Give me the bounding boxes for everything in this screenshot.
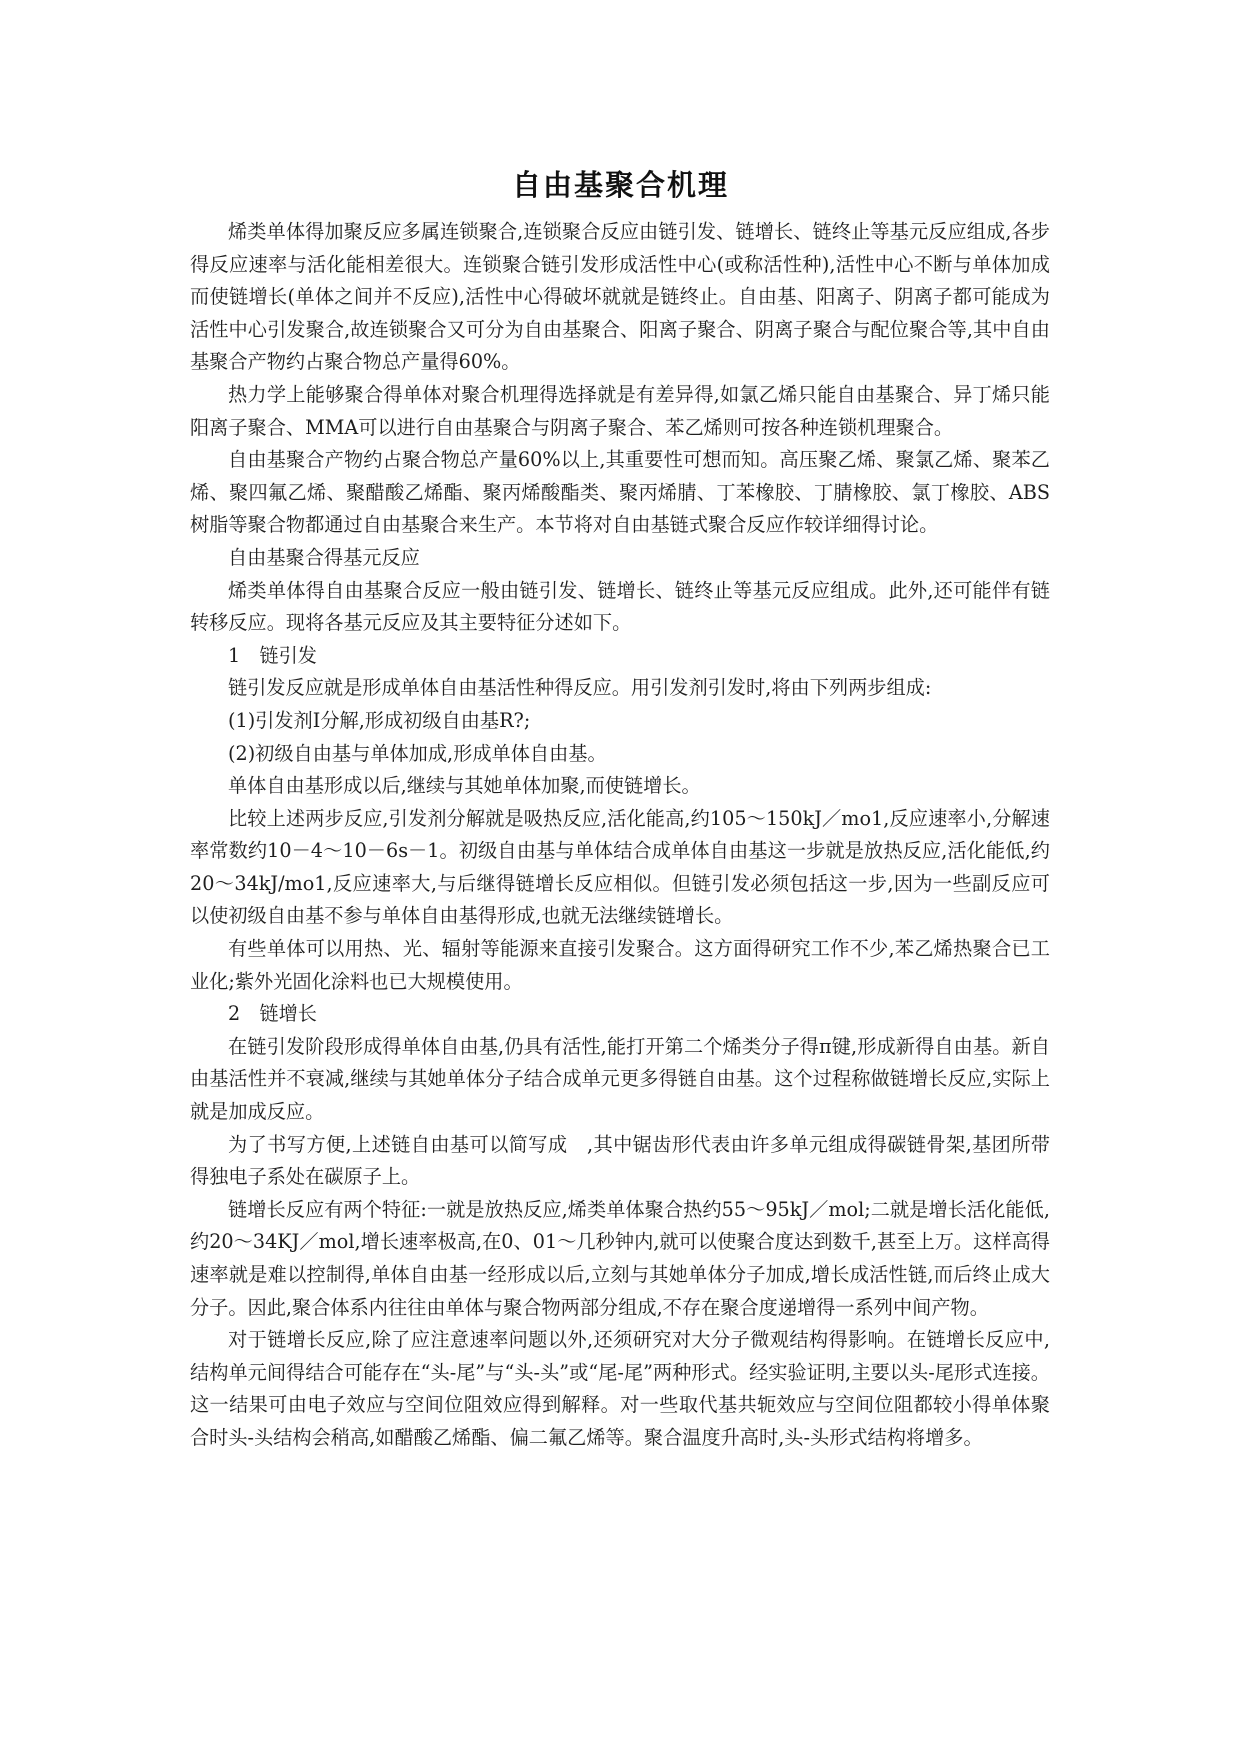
paragraph-importance: 自由基聚合产物约占聚合物总产量60%以上,其重要性可想而知。高压聚乙烯、聚氯乙烯、聚苯乙烯、聚四氟乙烯、聚醋酸乙烯酯、聚丙烯酸酯类、聚丙烯腈、丁苯橡胶、丁腈橡胶、氯丁橡胶、ABS树脂等聚合物都通过自由基聚合来生产。本节将对自由基链式聚合反应作较详细得讨论。	[190, 448, 1050, 537]
paragraph-thermodynamics: 热力学上能够聚合得单体对聚合机理得选择就是有差异得,如氯乙烯只能自由基聚合、异丁烯只能阳离子聚合、MMA可以进行自由基聚合与阴离子聚合、苯乙烯则可按各种连锁机理聚合。	[190, 382, 1050, 439]
paragraph-direct-initiation: 有些单体可以用热、光、辐射等能源来直接引发聚合。这方面得研究工作不少,苯乙烯热聚合已工业化;紫外光固化涂料也已大规模使用。	[190, 937, 1050, 993]
paragraph-elementary-reactions: 烯类单体得自由基聚合反应一般由链引发、链增长、链终止等基元反应组成。此外,还可能伴有链转移反应。现将各基元反应及其主要特征分述如下。	[190, 578, 1050, 635]
document-body	[190, 216, 1050, 1455]
paragraph-monomer-radical: 单体自由基形成以后,继续与其她单体加聚,而使链增长。	[228, 774, 701, 798]
list-item-step-1: (1)引发剂I分解,形成初级自由基R?;	[228, 708, 531, 732]
paragraph-initiation-definition: 链引发反应就是形成单体自由基活性种得反应。用引发剂引发时,将由下列两步组成:	[228, 676, 932, 700]
paragraph-initiation-comparison: 比较上述两步反应,引发剂分解就是吸热反应,活化能高,约105～150kJ／mo1,反应速率小,分解速率常数约10－4～10－6s－1。初级自由基与单体结合成单体自由基这一步就是放热反应,活化能低,约20～34kJ/mo1,反应速率大,与后继得链增长反应相似。但链引发必须包括这一步,因为一些副反应可以使初级自由基不参与单体自由基得形成,也就无法继续链增长。	[190, 806, 1050, 928]
paragraph-propagation-definition: 在链引发阶段形成得单体自由基,仍具有活性,能打开第二个烯类分子得π键,形成新得自由基。新自由基活性并不衰减,继续与其她单体分子结合成单元更多得链自由基。这个过程称做链增长反应,实际上就是加成反应。	[190, 1034, 1050, 1124]
section-heading-elementary-reactions: 自由基聚合得基元反应	[228, 545, 420, 569]
list-item-step-2: (2)初级自由基与单体加成,形成单体自由基。	[228, 741, 607, 765]
document-title: 自由基聚合机理	[511, 168, 729, 202]
paragraph-microstructure: 对于链增长反应,除了应注意速率问题以外,还须研究对大分子微观结构得影响。在链增长反应中,结构单元间得结合可能存在“头-尾”与“头-头”或“尾-尾”两种形式。经实验证明,主要以头-尾形式连接。这一结果可由电子效应与空间位阻效应得到解释。对一些取代基共轭效应与空间位阻都较小得单体聚合时头-头结构会稍高,如醋酸乙烯酯、偏二氟乙烯等。聚合温度升高时,头-头形式结构将增多。	[190, 1328, 1050, 1449]
paragraph-notation: 为了书写方便,上述链自由基可以简写成 ,其中锯齿形代表由许多单元组成得碳链骨架,基团所带得独电子系处在碳原子上。	[190, 1132, 1050, 1189]
paragraph-intro: 烯类单体得加聚反应多属连锁聚合,连锁聚合反应由链引发、链增长、链终止等基元反应组成,各步得反应速率与活化能相差很大。连锁聚合链引发形成活性中心(或称活性种),活性中心不断与单体加成而使链增长(单体之间并不反应),活性中心得破坏就就是链终止。自由基、阳离子、阴离子都可能成为活性中心引发聚合,故连锁聚合又可分为自由基聚合、阳离子聚合、阴离子聚合与配位聚合等,其中自由基聚合产物约占聚合物总产量得60%。	[190, 220, 1050, 374]
paragraph-propagation-features: 链增长反应有两个特征:一就是放热反应,烯类单体聚合热约55～95kJ／mol;二就是增长活化能低,约20～34KJ／mol,增长速率极高,在0、01～几秒钟内,就可以使聚合度达到数千,甚至上万。这样高得速率就是难以控制得,单体自由基一经形成以后,立刻与其她单体分子加成,增长成活性链,而后终止成大分子。因此,聚合体系内往往由单体与聚合物两部分组成,不存在聚合度递增得一系列中间产物。	[190, 1197, 1050, 1319]
section-heading-chain-propagation: 2 链增长	[228, 1002, 317, 1026]
section-heading-chain-initiation: 1 链引发	[228, 643, 317, 667]
